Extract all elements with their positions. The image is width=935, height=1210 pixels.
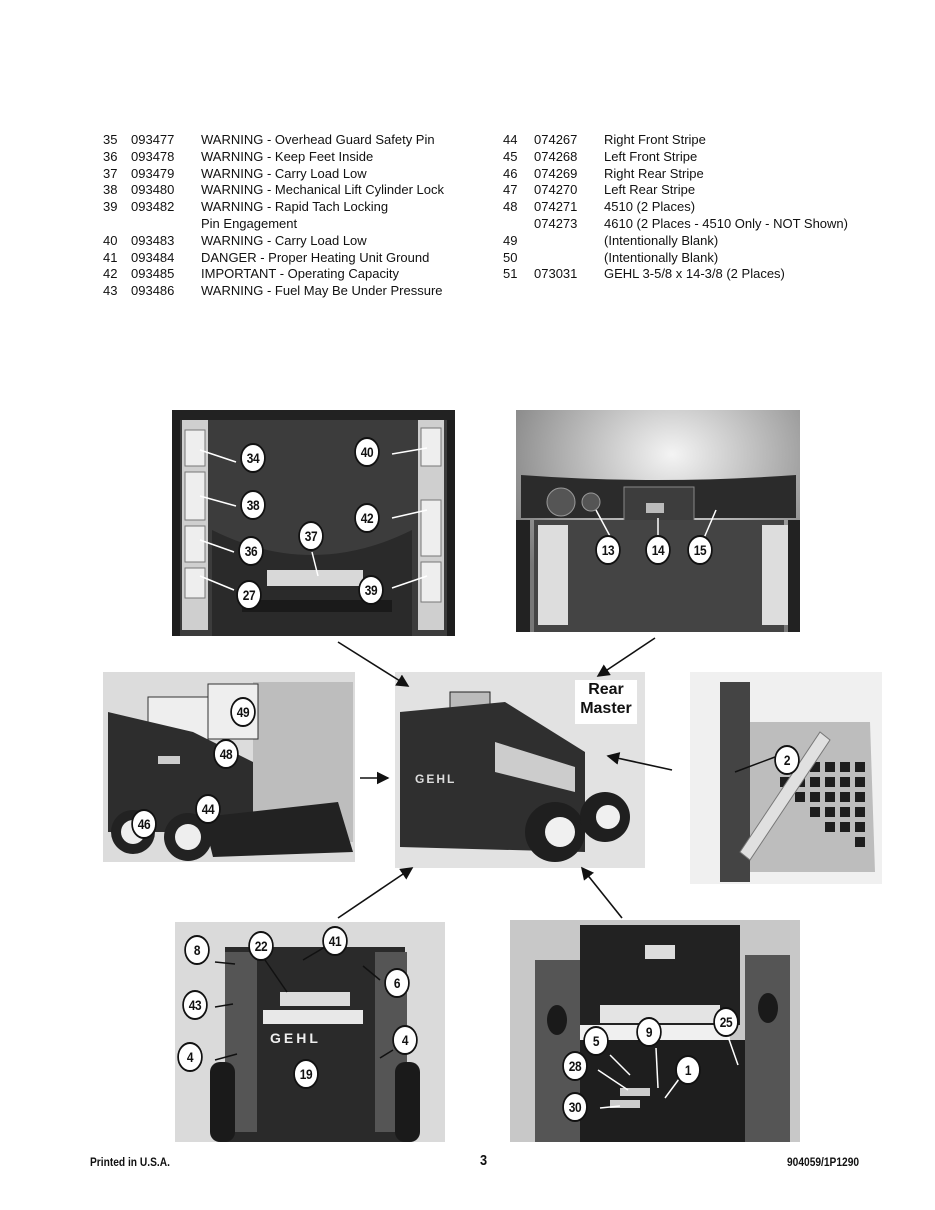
ref-number: 43 xyxy=(103,283,118,299)
callout-8: 8 xyxy=(184,935,210,965)
ref-number: 51 xyxy=(503,266,518,282)
callout-49: 49 xyxy=(230,697,256,727)
part-number: 093483 xyxy=(131,232,175,248)
doc-code: 904059/1P1290 xyxy=(787,1155,860,1169)
part-description: WARNING - Carry Load Low xyxy=(201,232,367,248)
callout-2: 2 xyxy=(774,745,800,775)
part-description: Pin Engagement xyxy=(201,215,298,231)
part-description: IMPORTANT - Operating Capacity xyxy=(201,266,399,282)
brand-label: GEHL xyxy=(270,1030,321,1046)
part-description: Right Front Stripe xyxy=(604,132,706,147)
part-description: WARNING - Rapid Tach Locking xyxy=(201,199,389,215)
part-number: 093478 xyxy=(131,148,175,164)
callout-30: 30 xyxy=(562,1092,588,1122)
part-number: 074269 xyxy=(534,165,578,181)
ref-number: 45 xyxy=(503,148,518,164)
part-number: 093485 xyxy=(131,266,175,282)
callout-43: 43 xyxy=(182,990,208,1020)
part-description: GEHL 3-5/8 x 14-3/8 (2 Places) xyxy=(604,266,785,282)
page-number: 3 xyxy=(480,1152,488,1169)
part-number: 093479 xyxy=(131,165,175,181)
part-number: 093477 xyxy=(131,132,175,147)
callout-37: 37 xyxy=(298,521,324,551)
callout-39: 39 xyxy=(358,575,384,605)
callout-1: 1 xyxy=(675,1055,701,1085)
part-description: WARNING - Overhead Guard Safety Pin xyxy=(201,132,435,147)
callout-48: 48 xyxy=(213,739,239,769)
label-rear: Rear xyxy=(588,681,624,698)
ref-number: 44 xyxy=(503,132,518,147)
ref-number: 48 xyxy=(503,199,518,215)
callout-36: 36 xyxy=(238,536,264,566)
part-number: 093480 xyxy=(131,182,175,198)
callout-14: 14 xyxy=(645,535,671,565)
part-number: 074271 xyxy=(534,199,578,215)
callout-28: 28 xyxy=(562,1051,588,1081)
ref-number: 37 xyxy=(103,165,118,181)
ref-number: 35 xyxy=(103,132,118,147)
callout-46: 46 xyxy=(131,809,157,839)
part-number: 073031 xyxy=(534,266,578,282)
callout-34: 34 xyxy=(240,443,266,473)
part-description: Left Rear Stripe xyxy=(604,182,696,198)
ref-number: 49 xyxy=(503,232,518,248)
part-description: WARNING - Carry Load Low xyxy=(201,165,367,181)
callout-9: 9 xyxy=(636,1017,662,1047)
ref-number: 40 xyxy=(103,232,118,248)
callout-44: 44 xyxy=(195,794,221,824)
callout-38: 38 xyxy=(240,490,266,520)
part-description: WARNING - Mechanical Lift Cylinder Lock xyxy=(201,182,444,198)
callout-4-right: 4 xyxy=(392,1025,418,1055)
part-number: 093486 xyxy=(131,283,175,299)
ref-number: 47 xyxy=(503,182,518,198)
part-description: (Intentionally Blank) xyxy=(604,249,719,265)
callout-42: 42 xyxy=(354,503,380,533)
callout-27: 27 xyxy=(236,580,262,610)
label-master: Master xyxy=(580,700,632,717)
part-number: 074273 xyxy=(534,215,578,231)
footer-printed-in: Printed in U.S.A. xyxy=(90,1155,170,1169)
callout-4-left: 4 xyxy=(177,1042,203,1072)
ref-number: 46 xyxy=(503,165,518,181)
part-number: 074270 xyxy=(534,182,578,198)
callout-6: 6 xyxy=(384,968,410,998)
part-number: 074268 xyxy=(534,148,578,164)
callout-41: 41 xyxy=(322,926,348,956)
part-description: Right Rear Stripe xyxy=(604,165,704,181)
part-number: 093484 xyxy=(131,249,175,265)
ref-number: 36 xyxy=(103,148,118,164)
part-number: 093482 xyxy=(131,199,175,215)
part-description: Left Front Stripe xyxy=(604,148,698,164)
callout-13: 13 xyxy=(595,535,621,565)
part-description: WARNING - Keep Feet Inside xyxy=(201,148,374,164)
part-number: 074267 xyxy=(534,132,578,147)
part-description: 4510 (2 Places) xyxy=(604,199,696,215)
ref-number: 50 xyxy=(503,249,518,265)
callout-22: 22 xyxy=(248,931,274,961)
part-description: (Intentionally Blank) xyxy=(604,232,719,248)
callout-25: 25 xyxy=(713,1007,739,1037)
part-description: WARNING - Fuel May Be Under Pressure xyxy=(201,283,443,299)
part-description: DANGER - Proper Heating Unit Ground xyxy=(201,249,430,265)
part-description: 4610 (2 Places - 4510 Only - NOT Shown) xyxy=(604,215,848,231)
callout-5: 5 xyxy=(583,1026,609,1056)
ref-number: 38 xyxy=(103,182,118,198)
callout-40: 40 xyxy=(354,437,380,467)
ref-number: 39 xyxy=(103,199,118,215)
callout-15: 15 xyxy=(687,535,713,565)
callout-19: 19 xyxy=(293,1059,319,1089)
ref-number: 41 xyxy=(103,249,118,265)
brand-label: GEHL xyxy=(415,772,457,786)
ref-number: 42 xyxy=(103,266,118,282)
